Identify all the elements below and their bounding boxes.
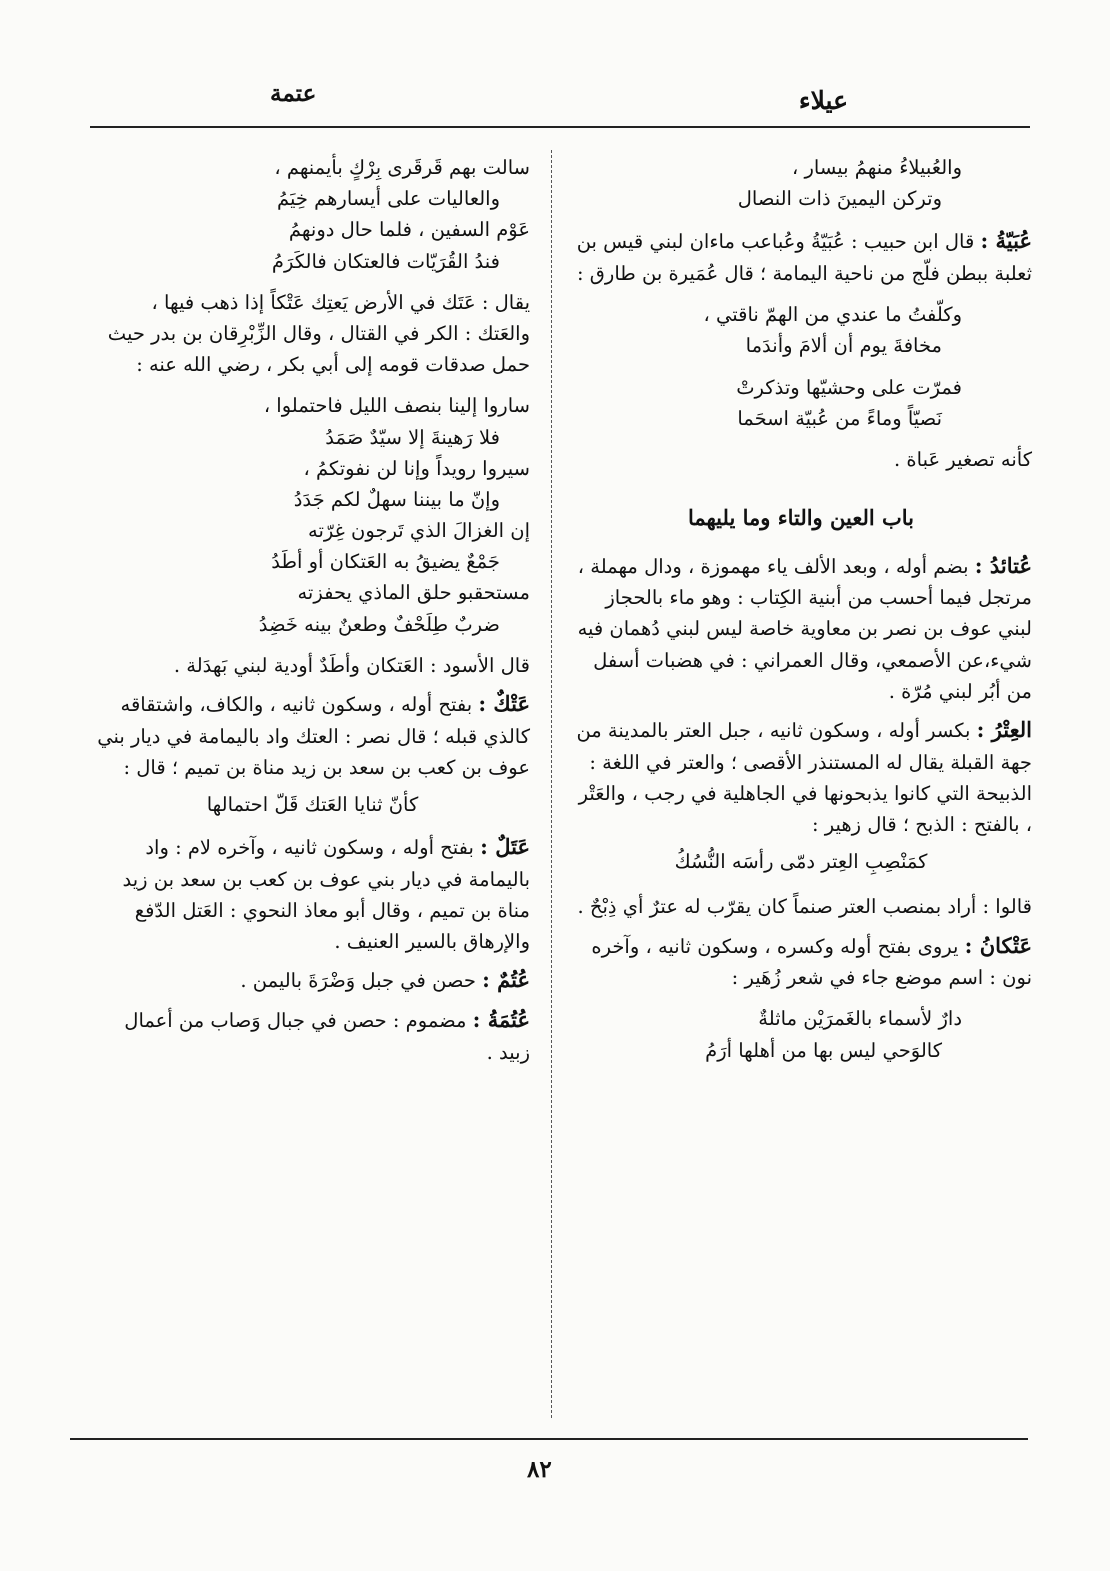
verse-line: وكلّفتُ ما عندي من الهمّ ناقتي ، xyxy=(703,303,962,327)
entry-paragraph xyxy=(570,224,1032,289)
entry-headword: عُبَيّةُ : xyxy=(980,228,1032,254)
verse-line: سالت بهم قَرقَرى بِرْكٍ بأيمنهم ، xyxy=(274,156,530,179)
verse-line: فمرّت على وحشيّها وتذكرتْ xyxy=(736,375,962,399)
entry-paragraph xyxy=(95,1003,530,1068)
verse-line: دارٌ لأسماء بالغَمرَيْن ماثلةٌ xyxy=(758,1007,962,1031)
header-rule xyxy=(90,126,1030,128)
running-header-right: عيلاء xyxy=(798,86,848,115)
verse-line: كأنّ ثنايا العَتك قَلّ احتمالها xyxy=(206,792,419,816)
running-header-left: عتمة xyxy=(270,80,317,107)
column-divider xyxy=(551,150,552,1418)
entry-text: بضم أوله ، وبعد الألف ياء مهموزة ، ودال مهملة ، مرتجل فيما أحسب من أبنية الكِتاب : وهو ماء بالحجاز لبني عوف بن نصر بن معاوية خاصة ليس لبني دُهمان فيه شيء،عن الأصمعي، وقال العمراني : في هضبات أسفل من أبُر لبني مُرّة . xyxy=(577,554,1032,703)
verse-line: إن الغزالَ الذي تَرجون غِرّته xyxy=(308,519,530,543)
entry-paragraph xyxy=(570,713,1032,840)
entry-text: قال ابن حبيب : عُبَيّةُ وعُباعب ماءان لبني قيس بن ثعلبة ببطن فلّج من ناحية اليمامة ؛ قال عُمَيرة بن طارق : xyxy=(576,230,1032,285)
verse-line: ساروا إلينا بنصف الليل فاحتملوا ، xyxy=(263,394,530,418)
entry-paragraph xyxy=(570,549,1032,707)
section-title: باب العين والتاء وما يليهما xyxy=(687,505,915,531)
verse-block xyxy=(95,152,530,277)
verse-line: كمَنْصِبِ العِتر دمّى رأسَه النُّسُكُ xyxy=(674,850,928,874)
verse-line: فندُ القُرَيّات فالعتكان فالكَرَمُ xyxy=(271,249,500,273)
verse-line: ضربٌ طِلَحْفٌ وطعنٌ بينه خَضِدُ xyxy=(258,612,500,636)
entry-text: بفتح أوله ، وسكون ثانيه ، وآخره لام : واد باليمامة في ديار بني عوف بن كعب بن سعد بن زيد مناة بن تميم ، وقال أبو معاذ النحوي : العَتل الدّفع والإرهاق بالسير العنيف . xyxy=(122,836,530,954)
verse-block xyxy=(570,1003,1032,1065)
entry-paragraph xyxy=(570,929,1032,994)
entry-headword: عُتُمٌ : xyxy=(482,967,530,993)
entry-paragraph: يقال : عَتَك في الأرض يَعتِك عَتْكاً إذا ذهب فيها ، والعَتك : الكر في القتال ، وقال الزِّبْرِقان بن بدر حيث حمل صدقات قومه إلى أبي بكر ، رضي الله عنه : xyxy=(107,290,530,377)
verse-line: وإنّ ما بيننا سهلٌ لكم جَدَدُ xyxy=(293,487,500,511)
right-column xyxy=(570,150,1032,1076)
entry-paragraph xyxy=(95,963,530,997)
entry-text: بكسر أوله ، وسكون ثانيه ، جبل العتر بالمدينة من جهة القبلة يقال له المستنذر الأقصى ؛ والعتر في اللغة : الذبيحة التي كانوا يذبحونها في الجاهلية في رجب ، والعَتْر ، بالفتح : الذبح ؛ قال زهير : xyxy=(576,719,1032,836)
entry-headword: عَتْكانُ : xyxy=(964,932,1032,958)
verse-line: وتركن اليمينَ ذات النصال xyxy=(737,187,942,211)
entry-headword: العِتْرُ : xyxy=(976,717,1032,743)
entry-paragraph: قالوا : أراد بمنصب العتر صنماً كان يقرّب له عترٌ أي ذِبْحٌ . xyxy=(577,895,1032,919)
verse-line: سيروا رويداً وإنا لن نفوتكمُ ، xyxy=(303,456,530,480)
entry-text: حصن في جبل وَضْرَةَ باليمن . xyxy=(240,969,476,993)
verse-line: مستحقبو حلق الماذي يحفزته xyxy=(297,581,530,605)
entry-paragraph xyxy=(95,687,530,783)
verse-block xyxy=(95,390,530,640)
entry-headword: عُتائدُ : xyxy=(974,552,1032,578)
verse-line: فلا رَهينةَ إلا سيّدٌ صَمَدُ xyxy=(325,425,500,449)
verse-line: والعاليات على أيسارهم خِيَمُ xyxy=(277,187,500,211)
entry-headword: عَتَلٌ : xyxy=(480,834,530,860)
entry-text: مضموم : حصن في جبال وَصاب من أعمال زبيد . xyxy=(124,1008,530,1064)
verse-line: كالوَحي ليس بها من أهلها أرَمُ xyxy=(705,1038,942,1062)
entry-paragraph: قال الأسود : العَتكان وأطَدٌ أودية لبني بَهدَلة . xyxy=(173,653,530,677)
footer-rule xyxy=(70,1438,1028,1440)
entry-paragraph xyxy=(95,830,530,957)
entry-headword: عُتُمَةُ : xyxy=(472,1006,530,1032)
entry-text: بفتح أوله ، وسكون ثانيه ، والكاف، واشتقاقه كالذي قبله ؛ قال نصر : العتك واد باليمامة في ديار بني عوف بن كعب بن سعد بن زيد مناة بن تميم ؛ قال : xyxy=(97,693,530,779)
verse-line: مخافةَ يوم أن ألامَ وأندَما xyxy=(745,334,942,358)
verse-line: والعُبيلاءُ منهمُ بيسار ، xyxy=(791,156,962,179)
verse-line: نَصيّاً وماءً من عُبيّة اسحَما xyxy=(737,406,942,430)
verse-line: عَوْم السفين ، فلما حال دونهمُ xyxy=(288,218,530,242)
entry-text: يروى بفتح أوله وكسره ، وسكون ثانيه ، وآخره نون : اسم موضع جاء في شعر زُهَير : xyxy=(591,934,1032,990)
entry-headword: عَتْكٌ : xyxy=(478,691,530,716)
verse-line: جَمْعٌ يضيقُ به العَتكان أو أطَدُ xyxy=(271,550,500,574)
page-number: ٨٢ xyxy=(527,1456,552,1483)
verse-block xyxy=(570,299,1032,434)
left-column xyxy=(95,150,530,1074)
verse-block xyxy=(570,152,1032,214)
entry-paragraph: كأنه تصغير عَباة . xyxy=(894,447,1032,471)
